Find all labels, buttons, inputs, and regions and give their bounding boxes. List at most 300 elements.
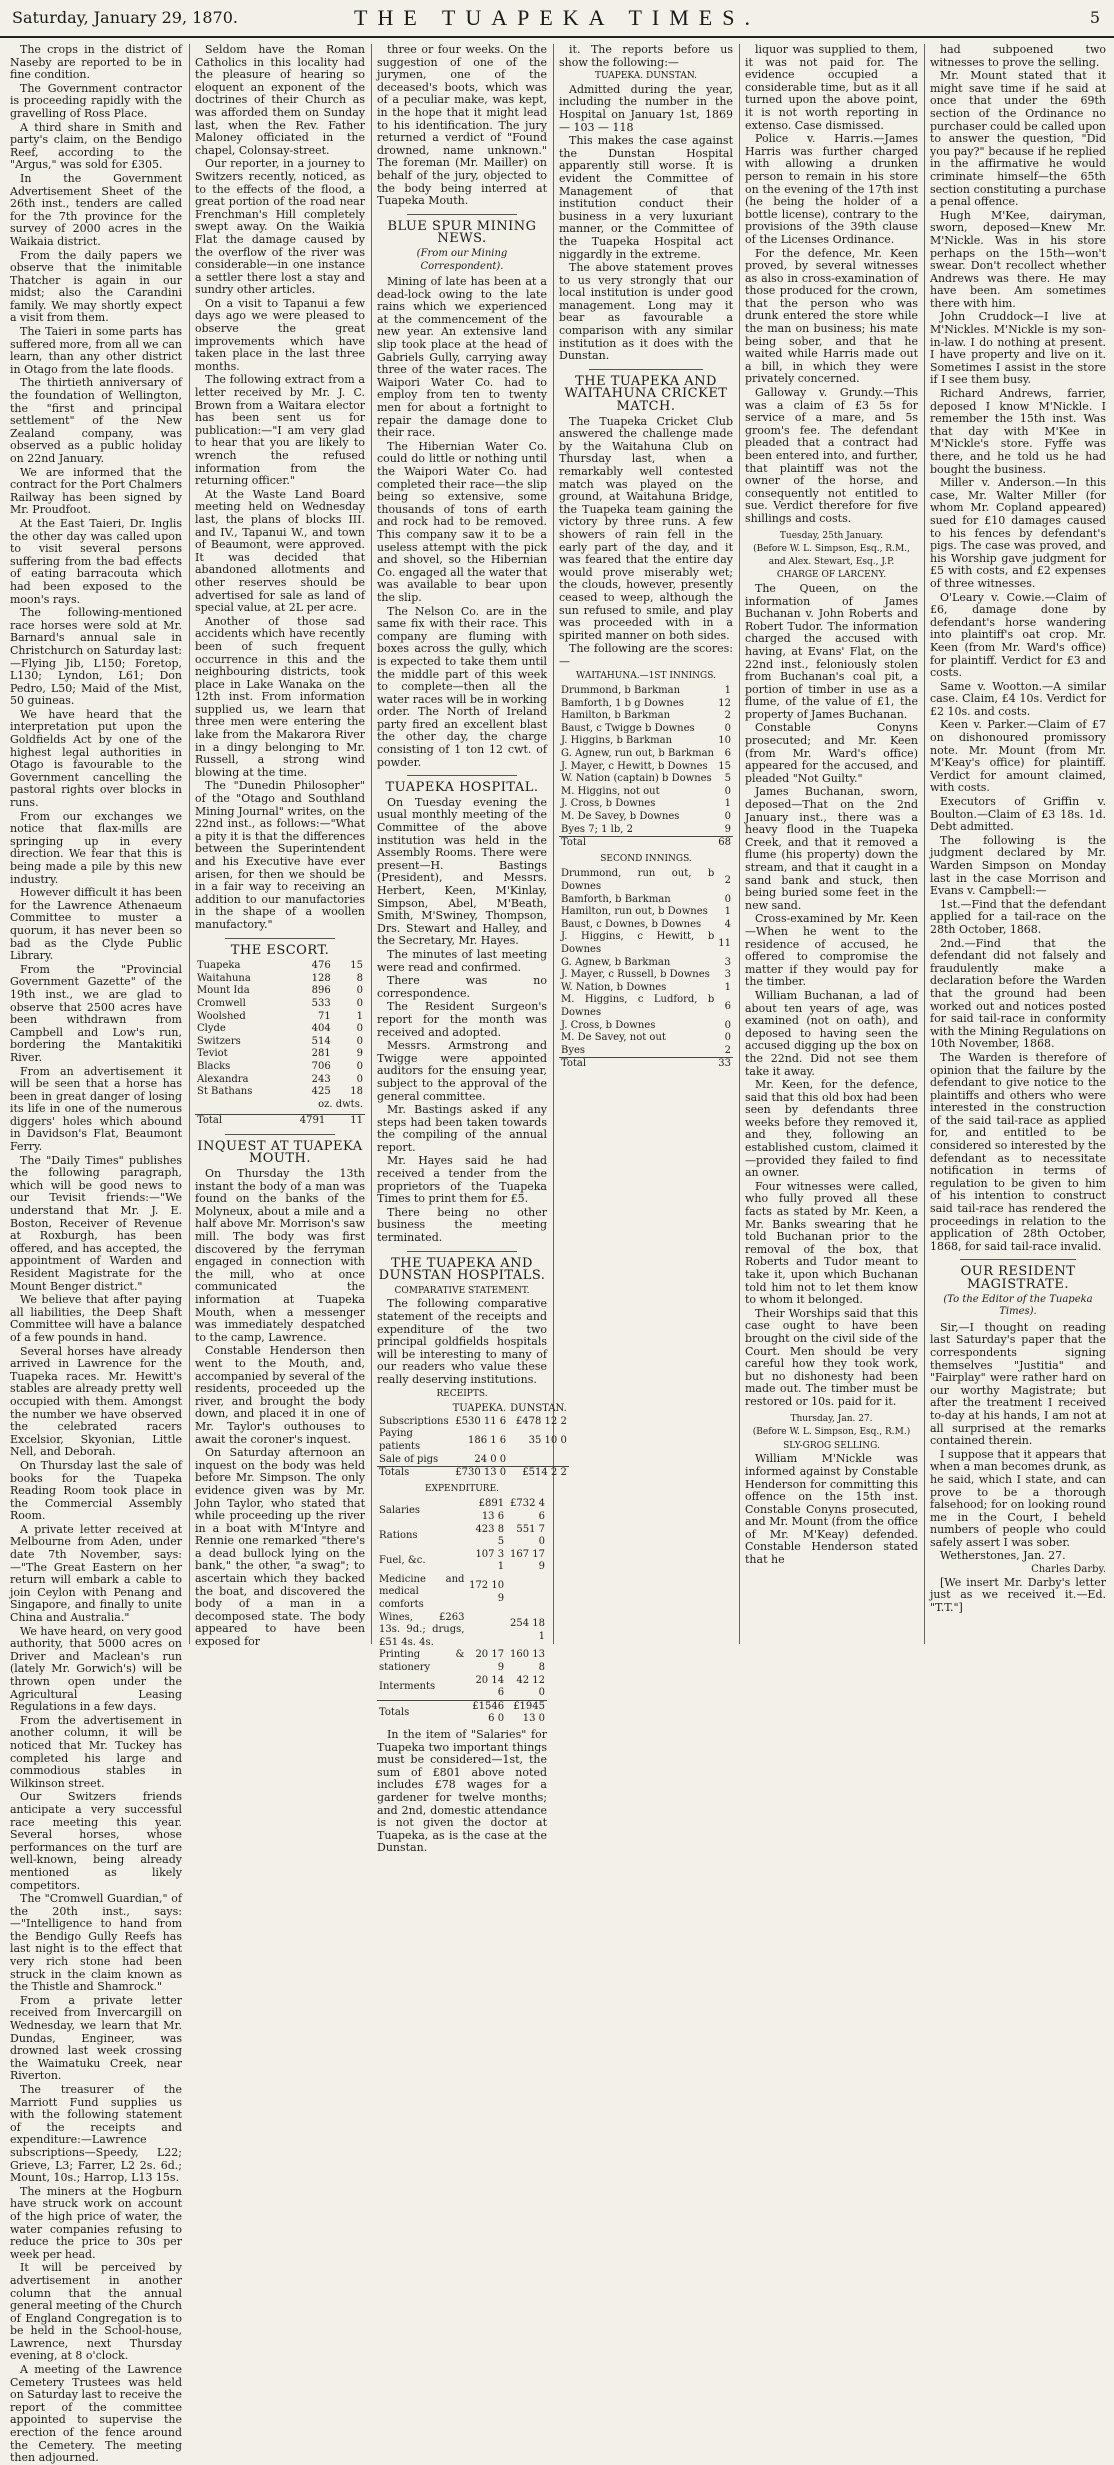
runs: 0 <box>724 1019 731 1031</box>
batsman-row <box>559 994 733 1019</box>
batsman: Byes 7; 1 lb, 2 <box>561 823 633 835</box>
news-paragraphs <box>10 44 182 2465</box>
escort-row <box>195 1023 365 1036</box>
money-row <box>377 1428 569 1453</box>
receipts-table <box>377 1403 569 1480</box>
paragraph: The following-mentioned race horses were sold at Mr. Barnard's annual sale in Christchurch on Saturday last:—Flying Jib, L150; Foretop, L130; Lyndon, L61; Don Pedro, L50; Maid of the Mist, 50 guineas. <box>10 606 182 708</box>
paragraph: It will be perceived by advertisement in another column that the annual general meeting of the Church of England Congregation is to be held in the School-house, Lawrence, next Thursday evening, at 8 o'clock. <box>10 2261 182 2363</box>
batsman: Baust, c Downes, b Downes <box>561 918 702 930</box>
runs: 5 <box>724 773 731 785</box>
sly-grog-heading: SLY-GROG SELLING. <box>783 1440 880 1451</box>
innings-total: 68 <box>716 837 733 850</box>
money-row <box>377 1549 547 1574</box>
paragraph: On a visit to Tapanui a few days ago we were pleased to observe the great improvements which have taken place in the last three months. <box>195 296 365 373</box>
paragraph: We have heard that the interpretation put upon the Goldfields Act by one of the highest legal authorities in Otago is favourable to the Government cancelling the pastoral rights over blocks in runs. <box>10 707 182 810</box>
hospitals-after: In the item of "Salaries" for Tuapeka two important things must be considered—1st, the sum of £801 above noted includes £78 wages for a gardener for twelve months; and 2nd, domestic attendance is not given the doctor at Tuapeka, as is the case at the Dunstan. <box>377 1728 547 1855</box>
paragraph: There being no other business the meeting terminated. <box>377 1205 547 1245</box>
blue-spur-subheading: (From our Mining Correspondent). <box>416 247 508 272</box>
paragraph: From our exchanges we notice that flax-mills are springing up in every direction. We fear that this is being made a pile by this new industry. <box>10 809 182 886</box>
money-tuapeka: £1546 6 0 <box>466 1700 506 1726</box>
paragraph: Constable Conyns prosecuted; and Mr. Keen (from Mr. Ward's office) appeared for the accused, and pleaded "Not Guilty." <box>745 721 918 785</box>
batsman-row <box>559 1045 733 1058</box>
column-1 <box>10 43 182 2465</box>
letter-signature: Charles Darby. <box>1031 1564 1106 1576</box>
paragraph: A meeting of the Lawrence Cemetery Trustees was held on Saturday last to receive the report of the committee appointed to supervise the erection of the fence around the Cemetery. The meeting then adjourned. <box>10 2363 182 2465</box>
letter-subheading: (To the Editor of the Tuapeka Times). <box>943 1293 1093 1318</box>
paragraph: The treasurer of the Marriott Fund supplies us with the following statement of the receipts and expenditure:—Lawrence subscriptions—Speedy, L22; Grieve, L3; Farrer, L2 2s. 6d.; Mount, 10s.; Harrop, L13 15s. <box>10 2083 182 2185</box>
divider <box>225 1134 335 1135</box>
batsman: Baust, c Twigge b Downes <box>561 722 695 734</box>
money-tuapeka: 186 1 6 <box>467 1434 507 1446</box>
escort-dwt: 1 <box>356 1010 363 1022</box>
escort-row <box>195 985 365 998</box>
paragraph: William Buchanan, a lad of about ten years of age, was examined (not on oath), and deposed to having seen the accused digging up the box on the 22nd. Did not see them take it away. <box>745 988 918 1078</box>
escort-dwt: 8 <box>356 972 363 984</box>
innings-heading: WAITAHUNA.—1ST INNINGS. <box>576 670 716 681</box>
money-tuapeka: 423 8 5 <box>475 1523 505 1548</box>
paragraph: At the Waste Land Board meeting held on Wednesday last, the plans of blocks III. and IV., Tapanui W., and town of Beaumont, were approved. It was decided that abandoned allotments and other reserves should be advertised for sale as land of special value, at 2L per acre. <box>195 487 365 615</box>
runs: 0 <box>724 1032 731 1044</box>
column-rule <box>371 44 372 1644</box>
hospitals-heading: THE TUAPEKA AND DUNSTAN HOSPITALS. <box>378 1255 546 1284</box>
expenditure-table <box>377 1498 547 1726</box>
escort-place: Switzers <box>197 1035 241 1047</box>
escort-oz: 128 <box>311 972 331 984</box>
runs: 0 <box>724 722 731 734</box>
batsman-row <box>559 773 733 786</box>
batsman-row <box>559 868 733 893</box>
court-paragraphs <box>930 44 1106 1253</box>
runs: 6 <box>724 748 731 760</box>
column-rule <box>924 44 925 1644</box>
paragraph: The Hibernian Water Co. could do little or nothing until the Waipori Water Co. had completed their race—the slip being so extensive, some thousands of tons of earth and rock had to be removed. This company saw it to be a useless attempt with the pick and shovel, so the Hibernian Co. engaged all the water that was available to bear upon the slip. <box>377 439 547 604</box>
money-tuapeka: £730 13 0 <box>451 1467 509 1480</box>
money-dunstan: 35 10 0 <box>528 1434 567 1446</box>
innings-table <box>559 685 733 850</box>
innings-total-label: Total <box>559 1058 716 1071</box>
escort-oz: 404 <box>311 1023 331 1035</box>
hospitals-intro: The following comparative statement of the receipts and expenditure of the two principal goldfields hospitals will be interesting to many of our readers who value these really deserving institutions. <box>377 1297 547 1386</box>
runs: 3 <box>724 956 731 968</box>
batsman: W. Nation, b Downes <box>561 981 667 993</box>
money-item: Salaries <box>379 1504 421 1516</box>
batsman-row <box>559 1020 733 1033</box>
escort-row <box>195 973 365 986</box>
cricket-paragraph: The Tuapeka Cricket Club answered the challenge made by the Waitahuna Club on Thursday last, when a remarkably well contested match was played on the ground, at Waitahuna Bridge, the Tuapeka team gaining the victory by three runs. A few showers of rain fell in the early part of the day, and it was feared that the entire day would prove miserably wet; the clouds, however, presently ceased to weep, although the sun refused to smile, and play was proceeded with in a spirited manner on both sides. <box>559 414 733 642</box>
paragraph: We have heard, on very good authority, that 5000 acres on Driver and Maclean's run (lately Mr. Gorwich's) will be thrown open under the Agricultural Leasing Regulations in a few days. <box>10 1624 182 1714</box>
paragraph: On Thursday last the sale of books for the Tuapeka Reading Room took place in the Commercial Assembly Room. <box>10 1458 182 1523</box>
runs: 2 <box>724 710 731 722</box>
paragraph: Mr. Mount stated that it might save time if he said at once that under the 69th section of the Ordinance no purchaser could be called upon to answer the question, "Did you pay?" because if he replied in the affirmative he would criminate himself—the 65th section constituting a purchase a penal offence. <box>930 69 1106 209</box>
paragraph: Another of those sad accidents which have recently been of such frequent occurrence in this and the neighbouring districts, took place in Lake Wanaka on the 12th inst. From information supplied us, we learn that three men were entering the lake from the Makarora River in a dingy belonging to Mr. Russell, a strong wind blowing at the time. <box>195 614 365 779</box>
batsman: Hamilton, run out, b Downes <box>561 906 708 918</box>
money-dunstan: £478 12 2 <box>515 1415 567 1427</box>
paragraph: Four witnesses were called, who fully proved all these facts as stated by Mr. Keen, a Mr. Banks swearing that he told Buchanan prior to the removal of the box, that Roberts and Tudor meant to take it, upon which Buchanan told him not to let them know to whom it belonged. <box>745 1179 918 1307</box>
paragraph: Mr. Keen, for the defence, said that this old box had been seen by defendants three weeks before they removed it, and they, following an established custom, claimed it—provided they failed to find an owner. <box>745 1078 918 1180</box>
escort-table <box>195 960 365 1111</box>
escort-oz: 243 <box>311 1073 331 1085</box>
money-dunstan: £732 4 6 <box>510 1498 545 1522</box>
letter-heading: OUR RESIDENT MAGISTRATE. <box>960 1264 1076 1292</box>
newspaper-title: THE TUAPEKA TIMES. <box>354 5 760 30</box>
admitted-header: TUAPEKA. DUNSTAN. <box>594 71 698 82</box>
escort-oz: 706 <box>311 1060 331 1072</box>
divider <box>407 1251 517 1252</box>
money-row <box>377 1649 547 1674</box>
batsman-row <box>559 919 733 932</box>
paragraph: liquor was supplied to them, it was not paid for. The evidence occupied a considerable time, but as it all turned upon the above point, it is not worth reporting in extenso. Case dismissed. <box>745 43 918 132</box>
escort-total-label: Total <box>195 1115 261 1128</box>
paragraph: The Warden is therefore of opinion that the failure by the defendant to give notice to the plaintiffs and others who were interested in the construction of the said tail-race as applied for, and entitled to be considered so interested by the defendant as to necessitate notification in terms of regulation to be given to him of his intention to construct said tail-race has rendered the proceedings in relation to the application of 28th October, 1868, for said tail-race invalid. <box>930 1050 1106 1253</box>
batsman: Drummond, b Barkman <box>561 685 681 697</box>
batsman: J. Cross, b Downes <box>561 1019 656 1031</box>
innings-table <box>559 868 733 1071</box>
hospital-heading: TUAPEKA HOSPITAL. <box>385 780 539 796</box>
batsman-row <box>559 748 733 761</box>
escort-row <box>195 1086 365 1099</box>
report-intro: it. The reports before us show the following:— <box>559 43 733 69</box>
paragraph: At the East Taieri, Dr. Inglis the other day was called upon to visit several persons suffering from the bad effects of eating barracouta which had been exposed to the moon's rays. <box>10 516 182 606</box>
sly-grog-paragraph: William M'Nickle was informed against by Constable Henderson for committing this offence on the 15th inst. Constable Conyns prosecuted, and Mr. Mount (from the office of Mr. M'Keay) defended. Constable Henderson stated that he <box>745 1452 918 1567</box>
batsman-row <box>559 811 733 824</box>
escort-place: Mount Ida <box>197 985 250 997</box>
runs: 6 <box>724 1000 731 1012</box>
column-4 <box>559 44 733 1644</box>
report-paragraph: The above statement proves to us very strongly that our local institution is under good management. Long may it bear as favourable a comparison with any similar institution as it does with the Dunstan. <box>559 261 733 363</box>
paragraph: The "Dunedin Philosopher" of the "Otago and Southland Mining Journal" writes, on the 22nd inst., as follows:—"What a pity it is that the differences between the Superintendent and his Executive have ever arisen, for then we should be in a fair way to receiving an addition to our manufactories in the shape of a woollen manufactory." <box>195 779 365 931</box>
charge-heading: CHARGE OF LARCENY. <box>776 570 887 581</box>
escort-place: Waitahuna <box>197 972 251 984</box>
receipts-label: RECEIPTS. <box>436 1388 488 1399</box>
paragraph: There was no correspondence. <box>377 974 547 1000</box>
runs: 1 <box>724 906 731 918</box>
expenditure-label: EXPENDITURE. <box>424 1483 500 1494</box>
runs: 2 <box>724 874 731 886</box>
batsman: M. Higgins, c Ludford, b Downes <box>561 994 715 1018</box>
escort-place: Teviot <box>197 1048 228 1060</box>
receipts-col-tuapeka: TUAPEKA. <box>452 1403 507 1415</box>
escort-dwt: 0 <box>356 985 363 997</box>
paragraph: Cross-examined by Mr. Keen—When he went to the residence of accused, he offered to compromise the matter if they would pay for the timber. <box>745 912 918 989</box>
escort-place: Blacks <box>197 1060 231 1072</box>
money-dunstan: 167 17 9 <box>510 1548 545 1573</box>
batsman-row <box>559 685 733 698</box>
batsman-row <box>559 798 733 811</box>
batsman-row <box>559 698 733 711</box>
batsman-row <box>559 761 733 774</box>
batsman-row <box>559 735 733 748</box>
escort-row <box>195 1036 365 1049</box>
paragraph: James Buchanan, sworn, deposed—That on the 2nd January inst., there was a heavy flood in the Tuapeka Creek, and that it removed a flume (his property) down the stream, and that it caught in a sand bank and stuck, then being buried some feet in the new sand. <box>745 785 918 912</box>
batsman: G. Agnew, run out, b Barkman <box>561 748 714 760</box>
paragraph: A private letter received at Melbourne from Aden, under date 7th November, says:—"The Great Eastern on her return will embark a cable to join Ceylon with Penang and Singapore, and finally to unite China and Australia." <box>10 1522 182 1625</box>
paragraph: Several horses have already arrived in Lawrence for the Tuapeka races. Mr. Hewitt's stables are already pretty well occupied with them. Amongst the number we have observed the celebrated racers Excelsior, Skyonian, Little Nell, and Deborah. <box>10 1344 182 1459</box>
paragraph: Galloway v. Grundy.—This was a claim of £3 5s for service of a mare, and 5s groom's fee. The defendant pleaded that a contract had been entered into, and further, that plaintiff was not the owner of the horse, and consequently not entitled to sue. Verdict therefore for five shillings and costs. <box>745 386 918 525</box>
money-tuapeka <box>466 1612 506 1650</box>
money-dunstan: 254 18 1 <box>510 1617 545 1642</box>
hospitals-subheading: COMPARATIVE STATEMENT. <box>394 1285 530 1296</box>
paragraph: A third share in Smith and party's claim, on the Bendigo Reef, according to the "Argus," was sold for £305. <box>10 120 182 172</box>
thursday-before: (Before W. L. Simpson, Esq., R.M.) <box>752 1427 911 1438</box>
paragraph: O'Leary v. Cowie.—Claim of £6, damage done by defendant's horse wandering into plaintiff's oat crop. Mr. Keen (from Mr. Ward's office) for plaintiff. Verdict for £3 and costs. <box>930 590 1106 680</box>
paragraph: John Cruddock—I live at M'Nickles. M'Nickle is my son-in-law. I do nothing at present. I have property and live on it. Sometimes I assist in the store if I see them busy. <box>930 310 1106 387</box>
paragraph: Keen v. Parker.—Claim of £7 on dishonoured promissory note. Mr. Mount (from Mr. M'Keay's office) for plaintiff. Verdict for amount claimed, with costs. <box>930 718 1106 795</box>
escort-oz: 896 <box>311 985 331 997</box>
runs: 11 <box>718 937 731 949</box>
money-item: Fuel, &c. <box>379 1554 426 1566</box>
batsman: J. Mayer, c Hewitt, b Downes <box>561 760 708 772</box>
court-before: (Before W. L. Simpson, Esq., R.M., and Alex. Stewart, Esq., J.P. <box>753 544 910 567</box>
escort-total <box>195 1114 365 1128</box>
paragraph: The following is the judgment declared by Mr. Warden Simpson on Monday last in the case Morrison and Evans v. Campbell:— <box>930 833 1106 898</box>
masthead <box>0 0 1114 38</box>
money-item: Subscriptions <box>379 1415 449 1427</box>
batsman: Byes <box>561 1044 586 1056</box>
paragraph: The miners at the Hogburn have struck work on account of the high price of water, the water companies refusing to reduce the price to 30s per week per head. <box>10 2184 182 2261</box>
blue-spur-heading: BLUE SPUR MINING NEWS. <box>387 218 537 247</box>
money-row <box>377 1524 547 1549</box>
batsman: M. De Savey, b Downes <box>561 811 680 823</box>
batsman-row <box>559 710 733 723</box>
paragraph: For the defence, Mr. Keen proved, by several witnesses as also in cross-examination of those produced for the crown, that the person who was drunk entered the store while the man on business; his mate being sober, and that he waited while Harris made out a bill, in which they were privately concerned. <box>745 246 918 386</box>
money-item: Sale of pigs <box>379 1453 439 1465</box>
batsman-row <box>559 931 733 956</box>
paragraph: Wetherstones, Jan. 27. <box>940 1549 1066 1563</box>
batsman: W. Nation (captain) b Downes <box>561 773 712 785</box>
money-tuapeka: £891 13 6 <box>478 1498 505 1522</box>
divider <box>407 214 517 215</box>
escort-total-oz: 4791 <box>261 1115 328 1128</box>
escort-place: Tuapeka <box>197 960 241 972</box>
issue-date: Saturday, January 29, 1870. <box>12 8 238 27</box>
paragraph: 2nd.—Find that the defendant did not falsely and fraudulently make a declaration before the Warden that the ground had been worked out and notices posted for said tail-race in conformity with the Mining Regulations on 10th November, 1868. <box>930 936 1106 1051</box>
batsman: J. Cross, b Downes <box>561 798 656 810</box>
column-6 <box>930 44 1106 1644</box>
paragraph: Mining of late has been at a dead-lock owing to the late rains which we experienced at the commencement of the new year. An extensive land slip took place at the head of Gabriels Gully, carrying away three of the water races. The Waipori Water Co. had to employ from ten to twenty men for about a fortnight to repair the damage done to their race. <box>377 275 547 440</box>
divider <box>407 775 517 776</box>
paragraph: On Tuesday evening the usual monthly meeting of the Committee of the above institution was held in the Assembly Rooms. There were present—H. Bastings (President), and Messrs. Herbert, Keen, M'Kinlay, Simpson, Abel, M'Beath, Smith, M'Swiney, Thompson, Drs. Stewart and Halley, and the Secretary, Mr. Hayes. <box>377 795 547 948</box>
paragraph: Same v. Wootton.—A similar case. Claim, £4 10s. Verdict for £2 10s. and costs. <box>930 679 1106 718</box>
money-dunstan: £514 2 2 <box>508 1467 569 1480</box>
escort-place: St Bathans <box>197 1086 253 1098</box>
escort-unit: oz. dwts. <box>318 1098 363 1110</box>
batsman: J. Higgins, b Barkman <box>561 735 673 747</box>
money-row <box>377 1612 547 1650</box>
editor-note: [We insert Mr. Darby's letter just as we received it.—Ed. "T.T."] <box>930 1575 1106 1614</box>
news-paragraphs <box>377 44 547 208</box>
escort-dwt: 0 <box>356 1073 363 1085</box>
money-dunstan <box>506 1574 547 1612</box>
escort-oz: 425 <box>311 1086 331 1098</box>
column-3 <box>377 43 567 1855</box>
escort-row <box>195 1061 365 1074</box>
escort-oz: 476 <box>311 960 331 972</box>
paragraph: Our Switzers friends anticipate a very successful race meeting this year. Several horses, whose performances on the turf are well-known, being already mentioned as likely competitors. <box>10 1790 182 1892</box>
paragraph: Hugh M'Kee, dairyman, sworn, deposed—Knew Mr. M'Nickle. Was in his store perhaps on the 15th—won't swear. Don't recollect whether Andrews was there. He may have been. Am sometimes there with him. <box>930 208 1106 310</box>
money-tuapeka: 20 14 6 <box>475 1674 505 1699</box>
paragraph: The Nelson Co. are in the same fix with their race. This company are fluming with boxes across the gully, which is expected to take them until the middle part of this week to complete—then all the water races will be in working order. The North of Ireland party fired an excellent blast the other day, the charge consisting of 1 ton 12 cwt. of powder. <box>377 604 547 769</box>
escort-dwt: 0 <box>356 1023 363 1035</box>
report-paragraph: This makes the case against the Dunstan Hospital apparently still worse. It is evident the Committee of Management of that institution conduct their business in a very luxuriant manner, or the Committee of the Tuapeka Hospital act niggardly in the extreme. <box>559 134 733 261</box>
thursday-date: Thursday, Jan. 27. <box>790 1413 873 1424</box>
escort-row <box>195 1048 365 1061</box>
paragraph: The "Cromwell Guardian," of the 20th inst., says:—"Intelligence to hand from the Bendigo Gully Reefs has last night is to the effect that very rich stone had been struck in the claim known as the Thistle and Shamrock." <box>10 1892 182 1994</box>
innings-total: 33 <box>718 1058 731 1070</box>
admitted-row: Admitted during the year, including the number in the Hospital on January 1st, 1869 — 103 — 118 <box>559 82 733 134</box>
paragraph: Executors of Griffin v. Boulton.—Claim of £3 18s. 1d. Debt admitted. <box>930 795 1106 834</box>
escort-dwt: 0 <box>356 1035 363 1047</box>
paragraph: Messrs. Armstrong and Twigge were appointed auditors for the ensuing year, subject to the approval of the general committee. <box>377 1039 547 1103</box>
paragraph: Mr. Hayes said he had received a tender from the proprietors of the Tuapeka Times to print them for £5. <box>377 1154 547 1206</box>
paragraph: Richard Andrews, farrier, deposed I know M'Nickle. I remember the 15th inst. Was that day with M'Kee in M'Nickle's store. Fyffe was there, and he told us he had bought the business. <box>930 387 1106 476</box>
escort-oz: 281 <box>311 1048 331 1060</box>
column-2 <box>195 43 365 1649</box>
runs: 1 <box>724 798 731 810</box>
cricket-paragraph: The following are the scores:— <box>559 642 733 668</box>
runs: 0 <box>724 893 731 905</box>
escort-row <box>195 998 365 1011</box>
escort-total-dwt: 11 <box>327 1115 365 1128</box>
money-tuapeka: 107 3 1 <box>475 1548 505 1573</box>
letter-paragraphs <box>930 1322 1106 1563</box>
runs: 1 <box>724 981 731 993</box>
money-item: Paying patients <box>379 1428 421 1452</box>
innings-total-label: Total <box>559 837 716 850</box>
escort-dwt: 9 <box>356 1048 363 1060</box>
paragraph: Seldom have the Roman Catholics in this locality had the pleasure of hearing so eloquent an exponent of the doctrines of their Church as was afforded them on Sunday last, when the Rev. Father Maloney officiated in the chapel, Colonsay-street. <box>195 43 365 157</box>
cricket-heading: THE TUAPEKA AND WAITAHUNA CRICKET MATCH. <box>564 373 728 415</box>
paragraph: The "Daily Times" publishes the following paragraph, which will be good news to our Tevisit friends:—"We understand that Mr. J. E. Boston, Receiver of Revenue at Roxburgh, has been offered, and has accepted, the appointment of Warden and Resident Magistrate for the Mount Benger district." <box>10 1153 182 1293</box>
batsman: Hamilton, b Barkman <box>561 710 671 722</box>
escort-oz: 71 <box>317 1010 331 1022</box>
paragraph: three or four weeks. On the suggestion of one of the jurymen, one of the deceased's boots, which was of a peculiar make, was kept, in the hope that it might lead to his identification. The jury returned a verdict of "Found drowned, name unknown." The foreman (Mr. Mailler) on behalf of the jury, objected to the body being interred at Tuapeka Mouth. <box>377 43 547 208</box>
escort-place: Alexandra <box>197 1073 249 1085</box>
batsman-row <box>559 723 733 736</box>
hospital-paragraphs <box>377 797 547 1245</box>
batsman-row <box>559 982 733 995</box>
paragraph: Constable Henderson then went to the Mouth, and, accompanied by several of the residents, proceeded up the river, and brought the body down, and placed it in one of Mr. Taylor's outhouses to await the coroner's inquest. <box>195 1344 365 1446</box>
paragraph: From an advertisement it will be seen that a horse has been in great danger of losing its life in one of the numerous diggers' holes which abound in Davidson's Flat, Beaumont Ferry. <box>10 1064 182 1154</box>
runs: 2 <box>724 1044 731 1056</box>
court-date: Tuesday, 25th January. <box>779 530 884 541</box>
blue-spur-paragraphs <box>377 276 547 769</box>
escort-dwt: 18 <box>350 1086 363 1098</box>
money-dunstan: 42 12 0 <box>516 1674 545 1699</box>
divider <box>960 1259 1076 1260</box>
escort-place: Woolshed <box>197 1010 246 1022</box>
batsman: Bamforth, b Barkman <box>561 893 671 905</box>
escort-heading: THE ESCORT. <box>230 942 330 958</box>
paragraph: We are informed that the contract for the Port Chalmers Railway has been signed by Mr. Proudfoot. <box>10 465 182 517</box>
money-item: Interments <box>379 1680 436 1692</box>
money-item: Printing & stationery <box>379 1649 465 1674</box>
runs: 0 <box>724 811 731 823</box>
paragraph: On Saturday afternoon an inquest on the body was held before Mr. Simpson. The only evidence given was by Mr. John Taylor, who stated that while proceeding up the river in a boat with M'Intyre and Rennie one remarked "there's a dead bullock lying on the bank," the other, "a swag"; to ascertain which they backed the boat, and discovered the body of a man in a decomposed state. The body appeared to have been exposed for <box>195 1446 365 1649</box>
divider <box>225 938 335 939</box>
escort-row <box>195 1011 365 1024</box>
paragraph: The crops in the district of Naseby are reported to be in fine condition. <box>10 43 182 82</box>
paragraph: We believe that after paying all liabilities, the Deep Shaft Committee will have a balance of a few pounds in hand. <box>10 1293 182 1344</box>
money-tuapeka: 20 17 9 <box>475 1649 505 1674</box>
paragraph: Their Worships said that this case ought to have been brought on the civil side of the Court. Men should be very careful how they took work, but no dishonesty had been made out. The timber must be restored or 10s. paid for it. <box>745 1306 918 1408</box>
paragraph: The Queen, on the information of James Buchanan v. John Roberts and Robert Tudor. The information charged the accused with having, at Evans' Flat, on the 22nd inst., feloniously stolen from Buchanan's coal pit, a portion of timber in use as a flume, of the value of £1, the property of James Buchanan. <box>745 581 918 721</box>
paragraph: The minutes of last meeting were read and confirmed. <box>377 947 547 974</box>
batsman: Bamforth, 1 b g Downes <box>561 697 684 709</box>
batsman: G. Agnew, b Barkman <box>561 956 671 968</box>
runs: 15 <box>718 760 731 772</box>
paragraph: Sir,—I thought on reading last Saturday's paper that the correspondents signing themselves "Justitia" and "Fairplay" were rather hard on our worthy Magistrate; but after the treatment I received to-day at his hands, I am not at all surprised at the remarks contained therein. <box>930 1320 1106 1448</box>
runs: 10 <box>718 735 731 747</box>
batsman-row <box>559 969 733 982</box>
receipts-col-dunstan: DUNSTAN. <box>510 1403 567 1415</box>
escort-dwt: 0 <box>356 1060 363 1072</box>
money-row <box>377 1467 569 1480</box>
runs: 4 <box>724 918 731 930</box>
column-5 <box>745 44 918 1644</box>
paragraph: On Thursday the 13th instant the body of a man was found on the banks of the Molyneux, about a mile and a half above Mr. Morrison's saw mill. The body was first discovered by the ferryman engaged in connection with the mill, who at once communicated the information at Tuapeka Mouth, when a messenger was immediately despatched to the camp, Lawrence. <box>195 1167 365 1344</box>
batsman: Drummond, run out, b Downes <box>561 868 715 892</box>
paragraph: Our reporter, in a journey to Switzers recently, noticed, as to the effects of the flood, a great portion of the road near Frenchman's Hill completely swept away. On the Waikia Flat the damage caused by the overflow of the river was considerable—in one instance a settler there lost a stay and sundry other articles. <box>195 157 365 297</box>
runs: 1 <box>724 685 731 697</box>
paragraph: Mr. Bastings asked if any steps had been taken towards the compiling of the annual report. <box>377 1103 547 1154</box>
batsman: M. De Savey, not out <box>561 1032 666 1044</box>
court-paragraphs <box>745 44 918 526</box>
divider <box>589 369 703 370</box>
escort-place: Cromwell <box>197 997 246 1009</box>
escort-place: Clyde <box>197 1023 226 1035</box>
money-row <box>377 1454 569 1467</box>
paragraph: 1st.—Find that the defendant applied for a tail-race on the 28th October, 1868. <box>930 897 1106 936</box>
paragraph: Police v. Harris.—James Harris was further charged with allowing a drunken person to remain in his store on the evening of the 17th inst (he being the holder of a bottle license), contrary to the provisions of the 39th clause of the Licenses Ordinance. <box>745 132 918 246</box>
money-row <box>377 1675 547 1701</box>
batsman-row <box>559 824 733 837</box>
escort-oz: 533 <box>311 997 331 1009</box>
batsman: M. Higgins, not out <box>561 785 660 797</box>
news-paragraphs <box>195 44 365 932</box>
batsman: J. Mayer, c Russell, b Downes <box>561 969 710 981</box>
money-dunstan: 160 13 8 <box>510 1649 545 1674</box>
escort-dwt: 15 <box>350 960 363 972</box>
batsman-row <box>559 957 733 970</box>
paragraph: From the daily papers we observe that the inimitable Thatcher is again in our midst; also the Carandini family. We may shortly expect a visit from them. <box>10 248 182 325</box>
paragraph: The thirtieth anniversary of the foundation of Wellington, the "first and principal settlement" of the New Zealand company, was observed as a public holiday on 22nd January. <box>10 376 182 465</box>
batsman-row <box>559 1032 733 1045</box>
column-rule <box>739 44 740 1644</box>
batsman: J. Higgins, c Hewitt, b Downes <box>561 931 715 955</box>
escort-dwt: 0 <box>356 997 363 1009</box>
paragraph: The Taieri in some parts has suffered more, from all we can learn, than any other district in Otago from the late floods. <box>10 325 182 376</box>
innings-scores <box>559 670 733 1071</box>
escort-row <box>195 960 365 973</box>
money-row <box>377 1700 547 1726</box>
money-row <box>377 1498 547 1523</box>
paragraph: The following extract from a letter received by Mr. J. C. Brown from a Waitara elector has been sent us for publication:—"I am very glad to hear that you are likely to wrench the refused information from the returning officer." <box>195 373 365 488</box>
larceny-paragraphs <box>745 583 918 1409</box>
runs: 9 <box>724 823 731 835</box>
money-dunstan: 551 7 0 <box>516 1523 545 1548</box>
paragraph: From the "Provincial Government Gazette" of the 19th inst., we are glad to observe that 2500 acres have been withdrawn from Campbell and Low's run, bordering the Mantakitiki River. <box>10 962 182 1064</box>
batsman-row <box>559 786 733 799</box>
money-item: Totals <box>377 1700 466 1726</box>
money-dunstan: £1945 13 0 <box>506 1700 547 1726</box>
column-rule <box>189 44 190 1644</box>
inquest-paragraphs <box>195 1168 365 1649</box>
runs: 12 <box>718 697 731 709</box>
money-item: Wines, £263 13s. 9d.; drugs, £51 4s. 4s. <box>379 1611 465 1648</box>
page-number: 5 <box>1089 8 1100 27</box>
innings-heading: SECOND INNINGS. <box>600 853 692 864</box>
paragraph: The Resident Surgeon's report for the month was received and adopted. <box>377 1000 547 1039</box>
